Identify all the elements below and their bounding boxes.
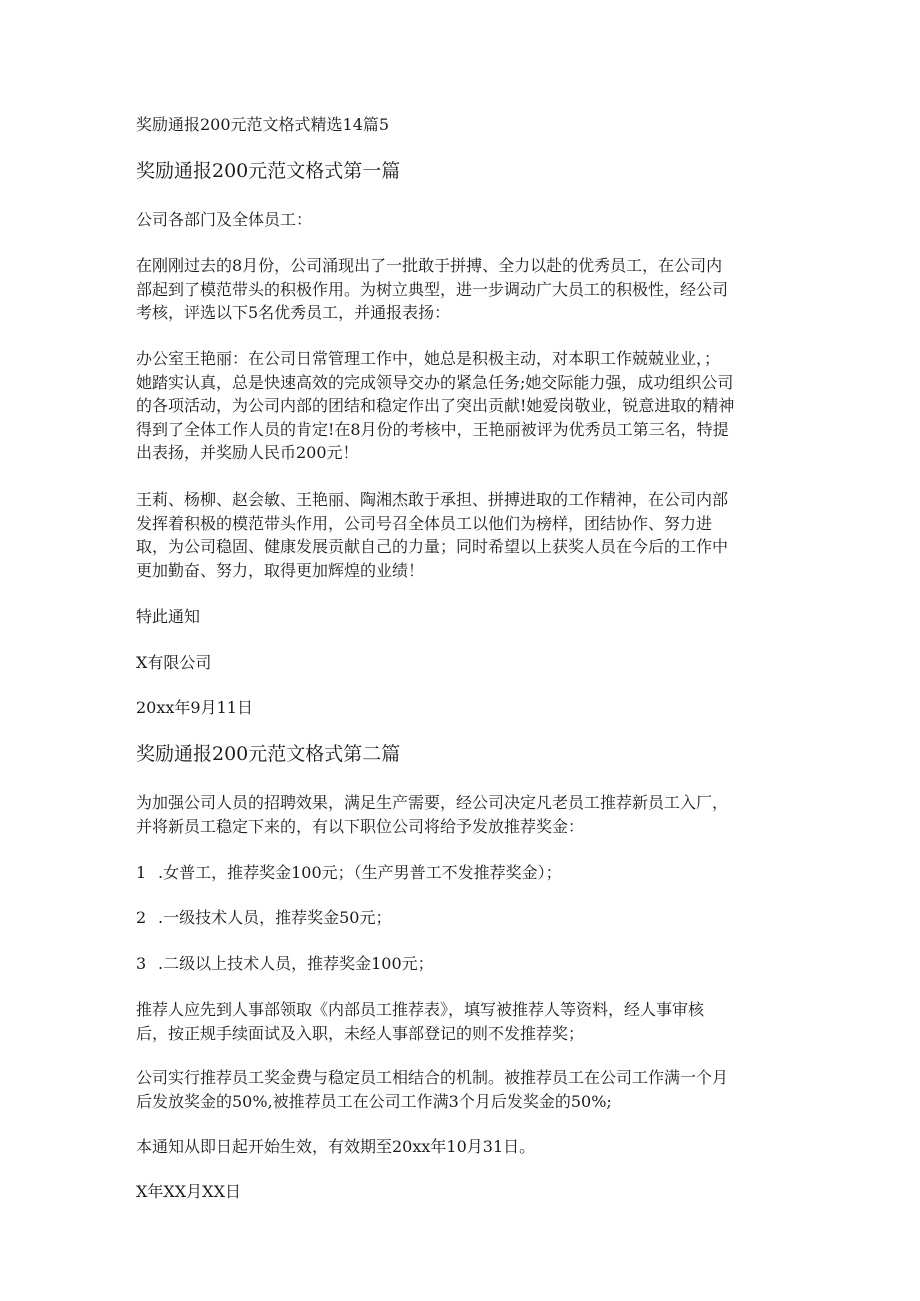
paragraph-bonus-mechanism (136, 1066, 786, 1113)
validity-line: 本通知从即日起开始生效，有效期至20xx年10月31日。 (136, 1137, 536, 1156)
list-text: .女普工，推荐奖金100元；（生产男普工不发推荐奖金）； (158, 863, 562, 882)
paragraph-line: 王莉、杨柳、赵会敏、王艳丽、陶湘杰敢于承担、拼搏进取的工作精神，在公司内部 (136, 490, 729, 509)
paragraph-referral-process (136, 998, 786, 1045)
paragraph-line: 取，为公司稳固、健康发展贡献自己的力量；同时希望以上获奖人员在今后的工作中 (136, 537, 729, 557)
paragraph-line: 发挥着积极的模范带头作用，公司号召全体员工以他们为榜样，团结协作、努力进 (136, 513, 713, 533)
closing-line: 特此通知 (136, 607, 201, 626)
salutation-line: 公司各部门及全体员工： (136, 210, 313, 229)
date-section-2 (136, 1180, 786, 1204)
paragraph-line: 部起到了模范带头的积极作用。为树立典型，进一步调动广大员工的积极性，经公司 (136, 279, 729, 299)
section-1-heading: 奖励通报200元范文格式第一篇 (136, 160, 401, 182)
list-text: .一级技术人员，推荐奖金50元； (158, 908, 392, 927)
validity-notice (136, 1135, 786, 1159)
paragraph-line: 得到了全体工作人员的肯定!在8月份的考核中，王艳丽被评为优秀员工第三名，特提 (136, 419, 729, 439)
paragraph-recruitment-intro (136, 791, 786, 838)
paragraph-line: 出表扬，并奖励人民币200元！ (136, 443, 359, 463)
paragraph-line: 在刚刚过去的8月份，公司涌现出了一批敢于拼搏、全力以赴的优秀员工，在公司内 (136, 256, 723, 275)
date-section-1 (136, 696, 786, 720)
document-title: 奖励通报200元范文格式精选14篇5 (136, 115, 390, 134)
section-2-heading: 奖励通报200元范文格式第二篇 (136, 743, 401, 765)
paragraph-line: 后，按正规手续面试及入职，未经人事部登记的则不发推荐奖； (136, 1023, 585, 1043)
paragraph-commendation (136, 488, 786, 582)
paragraph-line: 并将新员工稳定下来的，有以下职位公司将给予发放推荐奖金： (136, 816, 585, 836)
salutation (136, 208, 786, 232)
list-number: 2 (136, 908, 147, 927)
list-item (136, 953, 434, 975)
paragraph-line: 考核，评选以下5名优秀员工，并通报表扬： (136, 303, 451, 323)
list-number: 3 (136, 954, 147, 973)
list-text: .二级以上技术人员，推荐奖金100元； (158, 954, 434, 973)
paragraph-award-detail (136, 347, 786, 465)
list-number: 1 (136, 863, 147, 882)
paragraph-line: 为加强公司人员的招聘效果，满足生产需要，经公司决定凡老员工推荐新员工入厂， (136, 793, 729, 812)
closing (136, 605, 786, 629)
paragraph-line: 更加勤奋、努力，取得更加辉煌的业绩！ (136, 560, 425, 580)
company-signature (136, 651, 786, 675)
company-line: X有限公司 (136, 653, 212, 672)
date-line: 20xx年9月11日 (136, 698, 253, 717)
list-item (136, 862, 562, 884)
paragraph-line: 公司实行推荐员工奖金费与稳定员工相结合的机制。被推荐员工在公司工作满一个月 (136, 1068, 729, 1087)
list-item (136, 907, 391, 929)
paragraph-line: 的各项活动，为公司内部的团结和稳定作出了突出贡献!她爱岗敬业，锐意进取的精神 (136, 396, 735, 416)
paragraph-intro (136, 254, 786, 325)
date-line: X年XX月XX日 (136, 1182, 241, 1201)
paragraph-line: 推荐人应先到人事部领取《内部员工推荐表》，填写被推荐人等资料，经人事审核 (136, 1000, 705, 1019)
paragraph-line: 她踏实认真，总是快速高效的完成领导交办的紧急任务;她交际能力强，成功组织公司 (136, 372, 734, 392)
paragraph-line: 办公室王艳丽：在公司日常管理工作中，她总是积极主动，对本职工作兢兢业业，； (136, 349, 721, 368)
paragraph-line: 后发放奖金的50%,被推荐员工在公司工作满3个月后发奖金的50%; (136, 1091, 612, 1111)
